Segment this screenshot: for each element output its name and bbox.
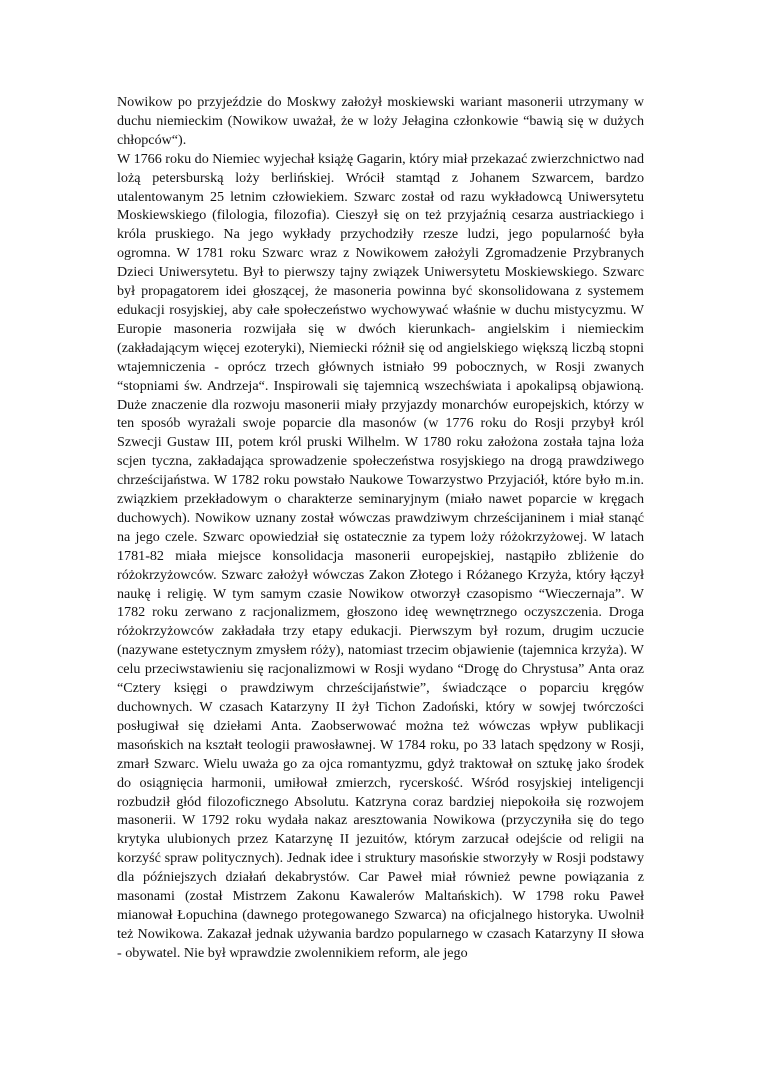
paragraph-novikov-moscow: Nowikow po przyjeździe do Moskwy założył moskiewski wariant masonerii utrzymany w duchu niemieckim (Nowikow uważał, że w loży Jełagina członkowie “bawią się w dużych chłopców“). [117, 94, 644, 148]
document-page [117, 93, 644, 963]
paragraph-gagarin-szwarc: W 1766 roku do Niemiec wyjechał książę Gagarin, który miał przekazać zwierzchnictwo nad lożą petersburską loży berlińskiej. Wrócił stamtąd z Johanem Szwarcem, bardzo utalentowanym 25 letnim człowiekiem. Szwarc został od razu wykładowcą Uniwersytetu Moskiewskiego (filologia, filozofia). Cieszył się on też przyjaźnią cesarza austriackiego i króla pruskiego. Na jego wykłady przychodziły rzesze ludzi, jego popularność była ogromna. W 1781 roku Szwarc wraz z Nowikowem założyli Zgromadzenie Przybranych Dzieci Uniwersytetu. Był to pierwszy tajny związek Uniwersytetu Moskiewskiego. Szwarc był propagatorem idei głoszącej, że masoneria powinna być skonsolidowana z systemem edukacji rosyjskiej, aby całe społeczeństwo wychowywać właśnie w duchu mistycyzmu. W Europie masoneria rozwijała się w dwóch kierunkach- angielskim i niemieckim (zakładającym więcej ezoteryki), Niemiecki różnił się od angielskiego większą liczbą stopni wtajemniczenia - oprócz trzech głównych istniało 99 pobocznych, w Rosji zwanych “stopniami św. Andrzeja“. Inspirowali się tajemnicą wszechświata i apokalipsą objawioną. Duże znaczenie dla rozwoju masonerii miały przyjazdy monarchów europejskich, którzy w ten sposób wyrażali swoje poparcie dla masonów (w 1776 roku do Rosji przybył król Szwecji Gustaw III, potem król pruski Wilhelm. W 1780 roku założona została tajna loża scjen tyczna, zakładająca sprowadzenie społeczeństwa rosyjskiego na drogą prawdziwego chrześcijaństwa. W 1782 roku powstało Naukowe Towarzystwo Przyjaciół, które było m.in. związkiem przekładowym o charakterze seminaryjnym (miało nawet poparcie w kręgach duchowych). Nowikow uznany został wówczas prawdziwym chrześcijaninem i miał stanąć na jego czele. Szwarc opowiedział się ostatecznie za typem loży różokrzyżowej. W latach 1781-82 miała miejsce konsolidacja masonerii europejskiej, nastąpiło zbliżenie do różokrzyżowców. Szwarc założył wówczas Zakon Złotego i Różanego Krzyża, który łączył naukę i religię. W tym samym czasie Nowikow otworzył czasopismo “Wieczernaja”. W 1782 roku zerwano z racjonalizmem, głoszono ideę wewnętrznego oczyszczenia. Droga różokrzyżowców zakładała trzy etapy edukacji. Pierwszym był rozum, drugim uczucie (nazywane estetycznym zmysłem róży), natomiast trzecim objawienie (tajemnica krzyża). W celu przeciwstawieniu się racjonalizmowi w Rosji wydano “Drogę do Chrystusa” Anta oraz “Cztery księgi o prawdziwym chrześcijaństwie”, świadczące o poparciu kręgów duchownych. W czasach Katarzyny II żył Tichon Zadoński, który w sowjej twórczości posługiwał się dziełami Anta. Zaobserwować można też wówczas wpływ publikacji masońskich na kształt teologii prawosławnej. W 1784 roku, po 33 latach spędzony w Rosji, zmarł Szwarc. Wielu uważa go za ojca romantyzmu, gdyż traktował on sztukę jako środek do osiągnięcia harmonii, umiłował zmierzch, rycerskość. Wśród rosyjskiej inteligencji rozbudził głód filozoficznego Absolutu. Katzryna coraz bardziej niepokoiła się rozwojem masonerii. W 1792 roku wydała nakaz aresztowania Nowikowa (przyczyniła się do tego krytyka ulubionych przez Katarzynę II jezuitów, którym zarzucał odejście od religii na korzyść spraw politycznych). Jednak idee i struktury masońskie stworzyły w Rosji podstawy dla późniejszych działań dekabrystów. Car Paweł miał również pewne powiązania z masonami (został Mistrzem Zakonu Kawalerów Maltańskich). W 1798 roku Paweł mianował Łopuchina (dawnego protegowanego Szwarca) na oficjalnego historyka. Uwolnił też Nowikowa. Zakazał jednak używania bardzo popularnego w czasach Katarzyny II słowa - obywatel. Nie był wprawdzie zwolennikiem reform, ale jego [117, 150, 644, 961]
